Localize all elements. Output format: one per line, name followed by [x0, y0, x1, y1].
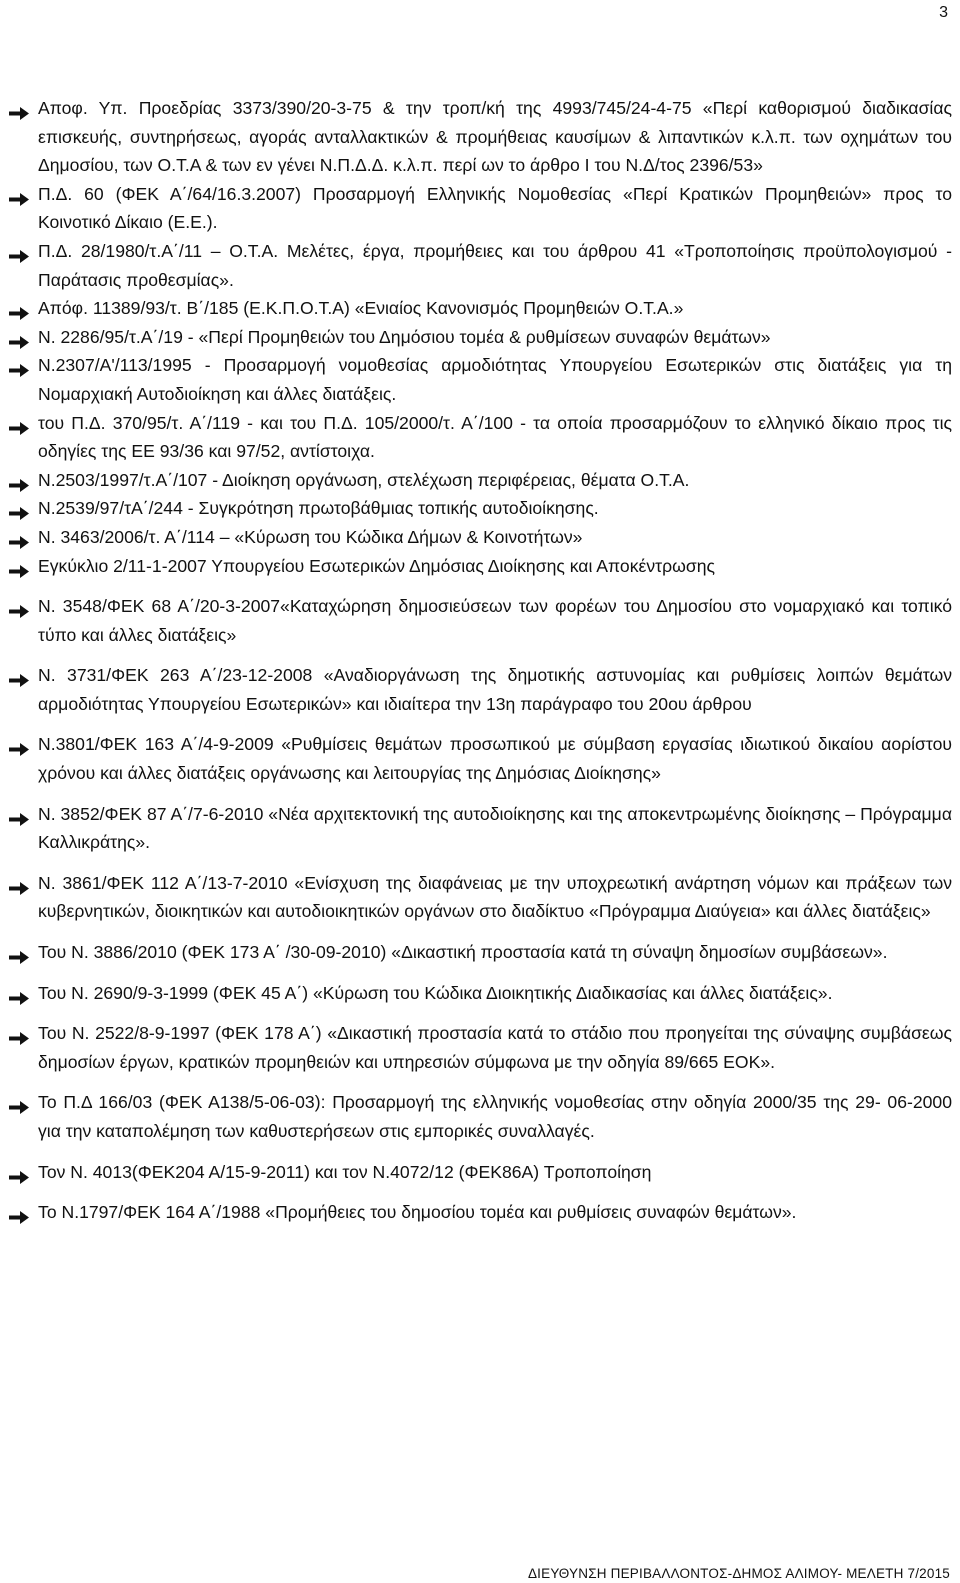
list-item-text: Του Ν. 3886/2010 (ΦΕΚ 173 Α΄ /30-09-2010) «Δικαστική προστασία κατά τη σύναψη δημοσίων συμβάσεων». [38, 942, 888, 963]
list-item-text: Ν.3801/ΦΕΚ 163 Α΄/4-9-2009 «Ρυθμίσεις θεμάτων προσωπικού με σύμβαση εργασίας ιδιωτικού δικαίου αορίστου χρόνου και άλλες διατάξεις οργάνωσης και λειτουργίας της Δημόσιας Διοίκησης» [38, 734, 952, 784]
list-item-text: Εγκύκλιο 2/11-1-2007 Υπουργείου Εσωτερικών Δημόσιας Διοίκησης και Αποκέντρωσης [38, 555, 715, 576]
list-item-text: Ν. 3463/2006/τ. Α΄/114 – «Κύρωση του Κώδικα Δήμων & Κοινοτήτων» [38, 526, 583, 547]
list-item-text: Αποφ. Υπ. Προεδρίας 3373/390/20-3-75 & την τροπ/κή της 4993/745/24-4-75 «Περί καθορισμού διαδικασίας επισκευής, συντηρήσεως, αγοράς ανταλλακτικών & προμήθειας καυσίμων & λιπαντικών κ.λ.π. των οχημάτων του Δημοσίου, των Ο.Τ.Α & των εν γένει Ν.Π.Δ.Δ. κ.λ.π. περί ων το άρθρο Ι του Ν.Δ/τος 2396/53» [38, 98, 952, 176]
list-item [8, 494, 952, 523]
list-item [8, 869, 952, 926]
right-arrow-icon [8, 986, 30, 1001]
list-item-text: Του Ν. 2522/8-9-1997 (ΦΕΚ 178 Α΄) «Δικαστική προστασία κατά το στάδιο που προηγείται της σύναψης συμβάσεως δημοσίων έργων, κρατικών προμηθειών και υπηρεσιών σύμφωνα με την οδηγία 89/665 ΕΟΚ». [38, 1023, 952, 1072]
list-item-text: Ν. 3548/ΦΕΚ 68 Α΄/20-3-2007«Καταχώρηση δημοσιεύσεων των φορέων του Δημοσίου στο νομαρχιακό και τοπικό τύπο και άλλες διατάξεις» [38, 596, 952, 645]
right-arrow-icon [8, 737, 30, 752]
right-arrow-icon [8, 1026, 30, 1041]
list-item-text: Απόφ. 11389/93/τ. Β΄/185 (Ε.Κ.Π.Ο.Τ.Α) «Ενιαίος Κανονισμός Προμηθειών Ο.Τ.Α.» [38, 298, 684, 319]
right-arrow-icon [8, 945, 30, 960]
list-item-text: Π.Δ. 28/1980/τ.Α΄/11 – Ο.Τ.Α. Μελέτες, έργα, προμήθειες και του άρθρου 41 «Τροποποίησις προϋπολογισμού - Παράτασις προθεσμίας». [38, 240, 952, 290]
right-arrow-icon [8, 599, 30, 614]
list-item [8, 730, 952, 787]
right-arrow-icon [8, 1165, 30, 1180]
right-arrow-icon [8, 101, 30, 116]
list-item [8, 800, 952, 857]
list-item-text: Ν. 2286/95/τ.Α΄/19 - «Περί Προμηθειών του Δημόσιου τομέα & ρυθμίσεων συναφών θεμάτων» [38, 326, 771, 347]
right-arrow-icon [8, 559, 30, 574]
list-item-text: του Π.Δ. 370/95/τ. Α΄/119 - και του Π.Δ. 105/2000/τ. Α΄/100 - τα οποία προσαρμόζουν το ελληνικό δίκαιο προς τις οδηγίες της ΕΕ 93/36 και 97/52, αντίστοιχα. [38, 412, 952, 462]
list-item-text: Ν.2503/1997/τ.Α΄/107 - Διοίκηση οργάνωση, στελέχωση περιφέρειας, θέματα Ο.Τ.Α. [38, 469, 690, 490]
right-arrow-icon [8, 668, 30, 683]
right-arrow-icon [8, 244, 30, 259]
right-arrow-icon [8, 416, 30, 431]
list-item [8, 237, 952, 294]
list-item-text: Το Ν.1797/ΦΕΚ 164 Α΄/1988 «Προμήθειες του δημοσίου τομέα και ρυθμίσεις συναφών θεμάτων». [38, 1202, 797, 1223]
right-arrow-icon [8, 187, 30, 202]
list-item [8, 938, 952, 967]
list-item [8, 592, 952, 649]
list-item [8, 1198, 952, 1227]
legislation-list [8, 94, 952, 1227]
right-arrow-icon [8, 330, 30, 345]
list-item-text: Ν.2307/Α'/113/1995 - Προσαρμογή νομοθεσίας αρμοδιότητας Υπουργείου Εσωτερικών στις διατάξεις για τη Νομαρχιακή Αυτοδιοίκηση και άλλες διατάξεις. [38, 355, 952, 404]
list-item [8, 294, 952, 323]
right-arrow-icon [8, 501, 30, 516]
right-arrow-icon [8, 1205, 30, 1220]
list-item-text: Ν. 3861/ΦΕΚ 112 Α΄/13-7-2010 «Ενίσχυση της διαφάνειας με την υποχρεωτική ανάρτηση νόμων και πράξεων των κυβερνητικών, διοικητικών και αυτοδιοικητικών οργάνων στο διαδίκτυο «Πρόγραμμα Διαύγεια» και άλλες διατάξεις» [38, 872, 952, 922]
list-item [8, 552, 952, 581]
list-item-text: Το Π.Δ 166/03 (ΦΕΚ Α138/5-06-03): Προσαρμογή της ελληνικής νομοθεσίας στην οδηγία 2000/35 της 29- 06-2000 για την καταπολέμηση των καθυστερήσεων στις εμπορικές συναλλαγές. [38, 1092, 952, 1141]
list-item [8, 661, 952, 718]
list-item [8, 409, 952, 466]
page-number: 3 [939, 4, 948, 21]
right-arrow-icon [8, 807, 30, 822]
list-item-text: Ν. 3731/ΦΕΚ 263 Α΄/23-12-2008 «Αναδιοργάνωση της δημοτικής αστυνομίας και ρυθμίσεις λοιπών θεμάτων αρμοδιότητας Υπουργείου Εσωτερικών» και ιδιαίτερα την 13η παράγραφο του 20ου άρθρου [38, 665, 952, 714]
right-arrow-icon [8, 358, 30, 373]
list-item-text: Τον Ν. 4013(ΦΕΚ204 Α/15-9-2011) και τον Ν.4072/12 (ΦΕΚ86Α) Τροποποίηση [38, 1161, 652, 1182]
list-item-text: Του Ν. 2690/9-3-1999 (ΦΕΚ 45 Α΄) «Κύρωση του Κώδικα Διοικητικής Διαδικασίας και άλλες διατάξεις». [38, 982, 833, 1003]
list-item-text: Ν.2539/97/τΑ΄/244 - Συγκρότηση πρωτοβάθμιας τοπικής αυτοδιοίκησης. [38, 498, 599, 519]
right-arrow-icon [8, 876, 30, 891]
list-item [8, 1088, 952, 1145]
list-item-text: Ν. 3852/ΦΕΚ 87 Α΄/7-6-2010 «Νέα αρχιτεκτονική της αυτοδιοίκησης και της αποκεντρωμένης διοίκησης – Πρόγραμμα Καλλικράτης». [38, 803, 952, 853]
right-arrow-icon [8, 530, 30, 545]
right-arrow-icon [8, 1095, 30, 1110]
list-item [8, 523, 952, 552]
page-footer: ΔΙΕΥΘΥΝΣΗ ΠΕΡΙΒΑΛΛΟΝΤΟΣ-ΔΗΜΟΣ ΑΛΙΜΟΥ- ΜΕΛΕΤΗ 7/2015 [527, 1566, 950, 1581]
list-item [8, 94, 952, 180]
list-item [8, 351, 952, 408]
list-item [8, 979, 952, 1008]
list-item [8, 180, 952, 237]
right-arrow-icon [8, 301, 30, 316]
list-item [8, 466, 952, 495]
right-arrow-icon [8, 473, 30, 488]
list-item [8, 1019, 952, 1076]
list-item [8, 1158, 952, 1187]
list-item [8, 323, 952, 352]
list-item-text: Π.Δ. 60 (ΦΕΚ Α΄/64/16.3.2007) Προσαρμογή Ελληνικής Νομοθεσίας «Περί Κρατικών Προμηθειών» προς το Κοινοτικό Δίκαιο (Ε.Ε.). [38, 183, 952, 233]
